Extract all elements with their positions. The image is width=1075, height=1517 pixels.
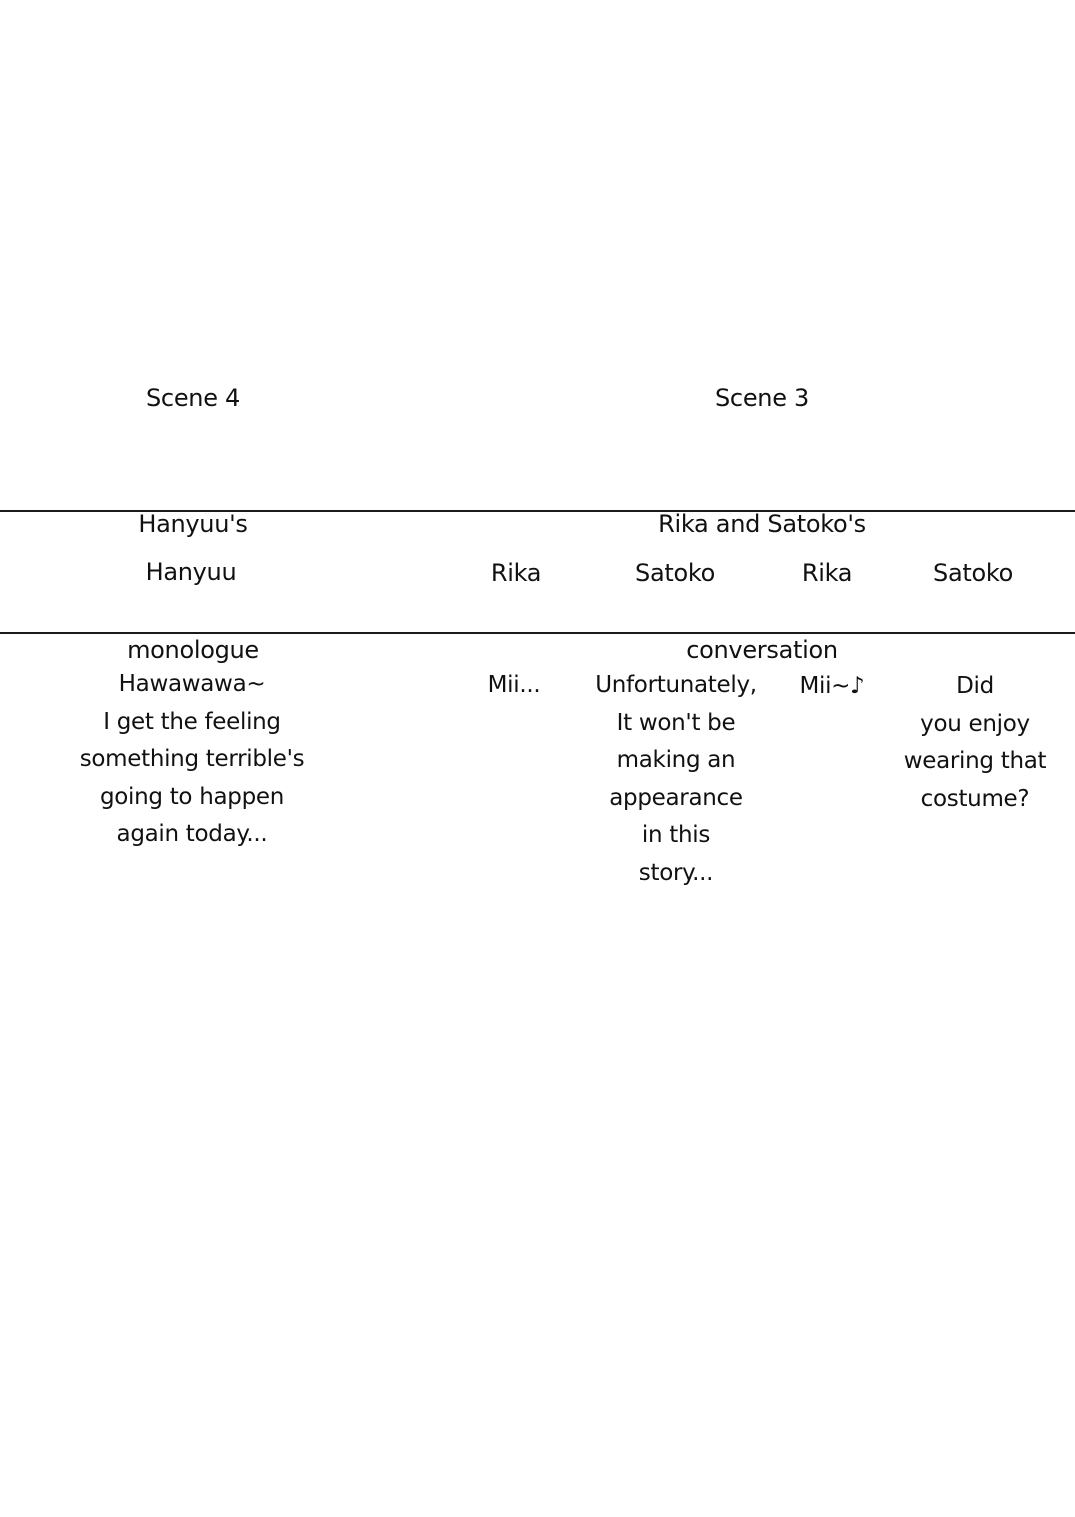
bottom-divider	[0, 632, 1075, 634]
speaker-hanyuu: Hanyuu	[145, 558, 237, 586]
scene-3-title-line2: conversation	[686, 636, 838, 664]
scene-4-number: Scene 4	[146, 384, 240, 412]
speaker-satoko-1: Satoko	[635, 559, 715, 587]
dialogue-rika-2: Mii~♪	[799, 673, 865, 699]
dialogue-hanyuu: Hawawawa~ I get the feeling something terrible's going to happen again today...	[79, 671, 305, 847]
scene-4-title-line2: monologue	[127, 636, 259, 664]
scene-4-heading	[93, 293, 293, 713]
top-divider	[0, 510, 1075, 512]
speaker-rika-2: Rika	[801, 559, 853, 587]
scene-3-heading	[612, 293, 912, 713]
speaker-rika-1: Rika	[490, 559, 542, 587]
dialogue-rika-1: Mii...	[487, 672, 541, 698]
speaker-satoko-2: Satoko	[933, 559, 1013, 587]
dialogue-satoko-2: Did you enjoy wearing that costume?	[903, 673, 1047, 812]
scene-3-title-line1: Rika and Satoko's	[658, 510, 866, 538]
dialogue-satoko-1: Unfortunately, It won't be making an appearance in this story...	[595, 672, 757, 886]
scene-4-title-line1: Hanyuu's	[138, 510, 248, 538]
scene-3-number: Scene 3	[715, 384, 809, 412]
